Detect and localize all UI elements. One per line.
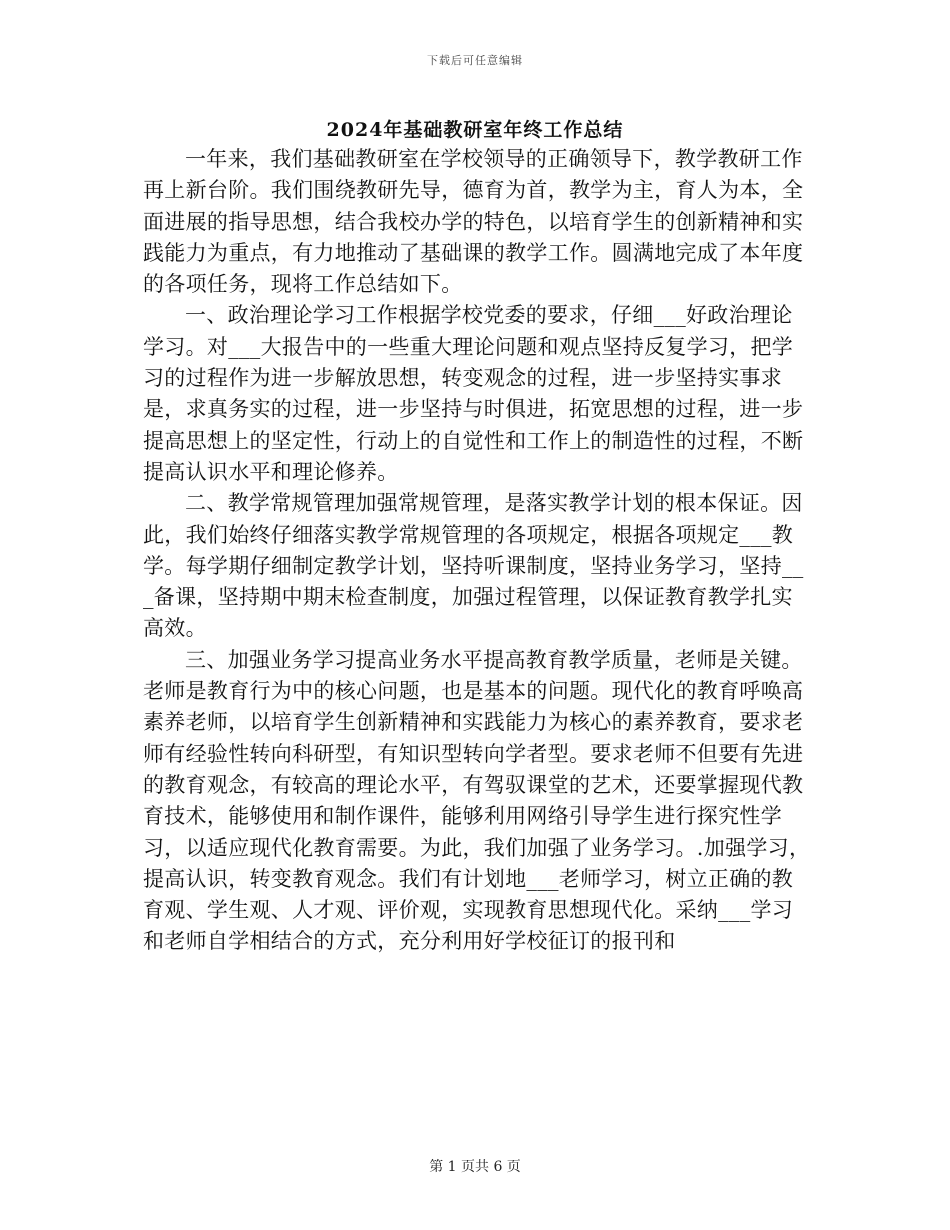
paragraph-intro: 一年来，我们基础教研室在学校领导的正确领导下，教学教研工作再上新台阶。我们围绕教研先导，德育为首，教学为主，育人为本，全面进展的指导思想，结合我校办学的特色，以培育学生的创新精神和实践能力为重点，有力地推动了基础课的教学工作。圆满地完成了本年度的各项任务，现将工作总结如下。 [143, 147, 804, 297]
page-footer-number: 第 1 页共 6 页 [429, 1159, 521, 1175]
document-title: 2024年基础教研室年终工作总结 [326, 119, 624, 141]
paragraph-teaching-routine: 二、教学常规管理加强常规管理，是落实教学计划的根本保证。因此，我们始终仔细落实教学常规管理的各项规定，根据各项规定___教学。每学期仔细制定教学计划，坚持听课制度，坚持业务学习，坚持___备课，坚持期中期末检查制度，加强过程管理，以保证教育教学扎实高效。 [143, 491, 804, 641]
paragraph-professional-study: 三、加强业务学习提高业务水平提高教育教学质量，老师是关键。老师是教育行为中的核心问题，也是基本的问题。现代化的教育呼唤高素养老师，以培育学生创新精神和实践能力为核心的素养教育，要求老师有经验性转向科研型，有知识型转向学者型。要求老师不但要有先进的教育观念，有较高的理论水平，有驾驭课堂的艺术，还要掌握现代教育技术，能够使用和制作课件，能够利用网络引导学生进行探究性学习，以适应现代化教育需要。为此，我们加强了业务学习。.加强学习，提高认识，转变教育观念。我们有计划地___老师学习，树立正确的教育观、学生观、人才观、评价观，实现教育思想现代化。采纳___学习和老师自学相结合的方式，充分利用好学校征订的报刊和 [143, 647, 811, 954]
document-body [143, 144, 811, 958]
page-header-note: 下载后可任意编辑 [427, 54, 523, 67]
paragraph-political-theory: 一、政治理论学习工作根据学校党委的要求，仔细___好政治理论学习。对___大报告中的一些重大理论问题和观点坚持反复学习，把学习的过程作为进一步解放思想，转变观念的过程，进一步坚持实事求是，求真务实的过程，进一步坚持与时俱进，拓宽思想的过程，进一步提高思想上的坚定性，行动上的自觉性和工作上的制造性的过程，不断提高认识水平和理论修养。 [143, 303, 804, 484]
